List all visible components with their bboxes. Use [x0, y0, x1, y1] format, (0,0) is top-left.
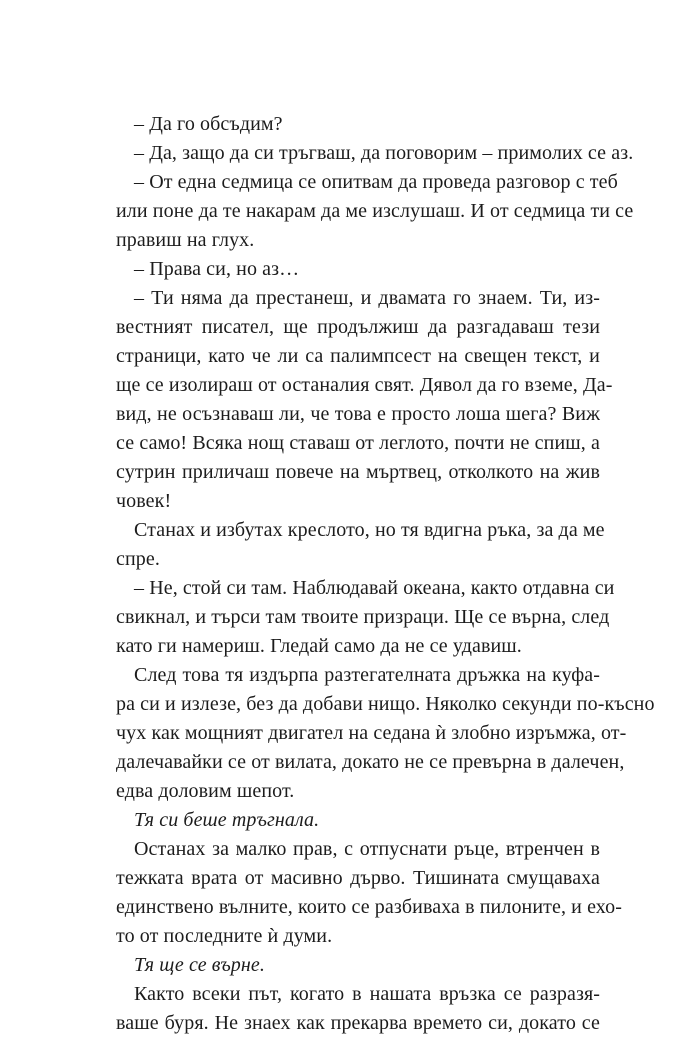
text-line: Както всеки път, когато в нашата връзка се разразя-: [134, 983, 600, 1005]
text-line: ще се изолираш от останалия свят. Дявол да го вземе, Да-: [116, 374, 613, 396]
text-line: се само! Всяка нощ ставаш от леглото, почти не спиш, а: [116, 432, 600, 454]
text-line-italic: Тя си беше тръгнала.: [134, 809, 320, 831]
text-line: свикнал, и търси там твоите призраци. Ще се върна, след: [116, 606, 610, 628]
text-line: или поне да те накарам да ме изслушаш. И от седмица ти се: [116, 200, 634, 222]
text-line: След това тя издърпа разтегателната дръжка на куфа-: [134, 664, 600, 686]
text-line: спре.: [116, 548, 160, 570]
text-line: – Да, защо да си тръгваш, да поговорим – примолих се аз.: [134, 142, 634, 164]
text-line: страници, като че ли са палимпсест на свещен текст, и: [116, 345, 600, 367]
text-line: ра си и излезе, без да добави нищо. Няколко секунди по-късно: [116, 693, 655, 715]
text-line-italic: Тя ще се върне.: [134, 954, 266, 976]
text-line: – Да го обсъдим?: [134, 113, 283, 135]
text-line: единствено вълните, които се разбиваха в пилоните, и ехо-: [116, 896, 622, 918]
text-line: едва доловим шепот.: [116, 780, 295, 802]
text-line: то от последните ѝ думи.: [116, 925, 333, 947]
text-line: вестният писател, ще продължиш да разгадаваш тези: [116, 316, 600, 338]
text-line: тежката врата от масивно дърво. Тишината смущаваха: [116, 867, 600, 889]
text-line: сутрин приличаш повече на мъртвец, отколкото на жив: [116, 461, 600, 483]
text-line: чух как мощният двигател на седана ѝ злобно изръмжа, от-: [116, 722, 627, 744]
text-line: като ги намериш. Гледай само да не се удавиш.: [116, 635, 522, 657]
text-line: ваше буря. Не знаех как прекарва времето си, докато се: [116, 1012, 600, 1034]
text-line: – Ти няма да престанеш, и двамата го знаем. Ти, из-: [134, 287, 600, 309]
text-line: Останах за малко прав, с отпуснати ръце, втренчен в: [134, 838, 600, 860]
text-line: далечавайки се от вилата, докато не се превърна в далечен,: [116, 751, 625, 773]
text-line: човек!: [116, 490, 172, 512]
text-line: вид, не осъзнаваш ли, че това е просто лоша шега? Виж: [116, 403, 600, 425]
text-line: – Не, стой си там. Наблюдавай океана, както отдавна си: [134, 577, 615, 599]
text-line: – От една седмица се опитвам да проведа разговор с теб: [134, 171, 618, 193]
text-line: Станах и избутах креслото, но тя вдигна ръка, за да ме: [134, 519, 605, 541]
text-line: правиш на глух.: [116, 229, 255, 251]
text-line: – Права си, но аз…: [134, 258, 300, 280]
